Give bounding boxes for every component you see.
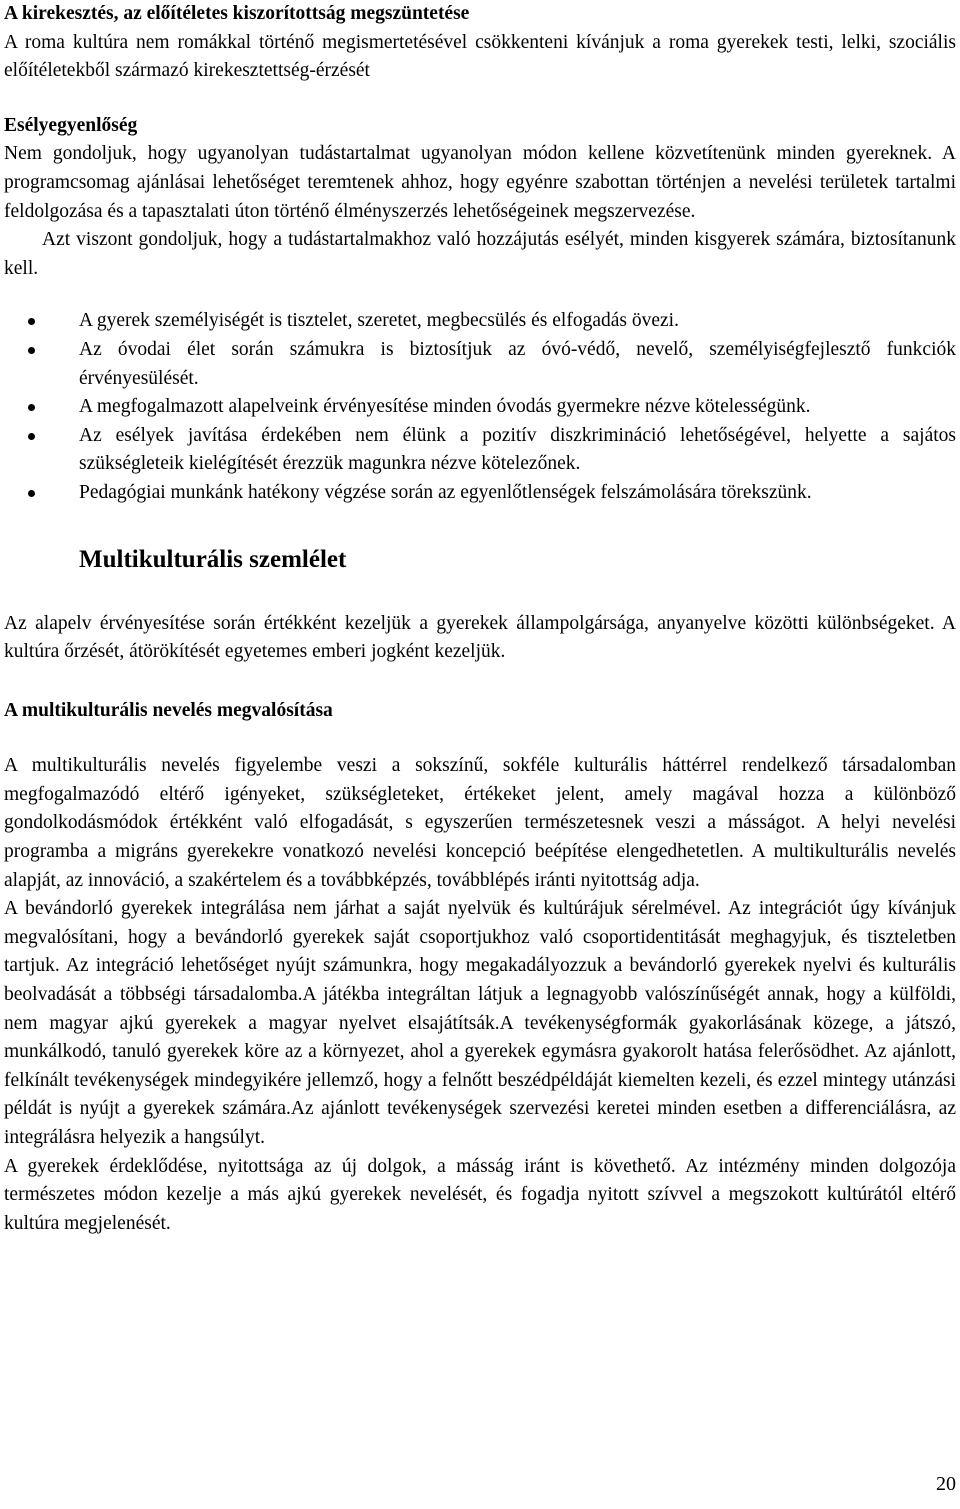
paragraph-equal-opportunity-2: Azt viszont gondoljuk, hogy a tudástartalmakhoz való hozzájutás esélyét, minden kisgyerek számára, biztosítanunk kell.: [4, 229, 956, 279]
bullet-icon: [28, 318, 35, 325]
paragraph-education-1: A multikulturális nevelés figyelembe veszi a sokszínű, sokféle kulturális háttérrel rendelkező társadalomban megfogalmazódó eltérő igényeket, szükségleteket, értékeket jelent, amely magával hozza a különböző gondolkodásmódok értékként való elfogadását, s egyszerűen természetesnek veszi a másságot. A helyi nevelési programba a migráns gyerekekre vonatkozó nevelési koncepció beépítése elengedhetetlen. A multikulturális nevelés alapját, az innováció, a szakértelem és a továbbképzés, továbblépés iránti nyitottság adja.: [4, 755, 956, 891]
list-item: Pedagógiai munkánk hatékony végzése során az egyenlőtlenségek felszámolására törekszünk.: [4, 479, 956, 508]
principles-list: [4, 307, 956, 507]
paragraph-equal-opportunity-1: Nem gondoljuk, hogy ugyanolyan tudástartalmat ugyanolyan módon kellene közvetítenünk minden gyereknek. A programcsomag ajánlásai lehetőséget teremtenek ahhoz, hogy egyénre szabottan történjen a nevelési területek tartalmi feldolgozása és a tapasztalati úton történő élményszerzés lehetőségeinek megszervezése.: [4, 143, 956, 222]
section-title-equal-opportunity: Esélyegyenlőség: [4, 114, 138, 136]
section-title-multicultural: Multikulturális szemlélet: [79, 545, 347, 573]
bullet-icon: [28, 433, 35, 440]
section-title-exclusion: A kirekesztés, az előítéletes kiszorítottság megszüntetése: [4, 3, 470, 24]
list-item: Az esélyek javítása érdekében nem élünk a pozitív diszkrimináció lehetőségével, helyette a sajátos szükségleteik kielégítését érezzük magunkra nézve kötelezőnek.: [4, 422, 956, 479]
list-item: A gyerek személyiségét is tisztelet, szeretet, megbecsülés és elfogadás övezi.: [4, 307, 956, 336]
paragraph-education-2: A bevándorló gyerekek integrálása nem járhat a saját nyelvük és kultúrájuk sérelmével. Az integrációt úgy kívánjuk megvalósítani, hogy a bevándorló gyerekek saját csoportjukhoz való csoportidentitását meghagyjuk, és tiszteletben tartjuk. Az integráció lehetőséget nyújt számunkra, hogy megakadályozzuk a bevándorló gyerekek nyelvi és kulturális beolvadását a többségi társadalomba.A játékba integráltan látjuk a legnagyobb valószínűségét annak, hogy a külföldi, nem magyar ajkú gyerekek a magyar nyelvet elsajátítsák.A tevékenységformák gyakorlásának közege, a játszó, munkálkodó, tanuló gyerekek köre az a környezet, ahol a gyerekek egymásra gyakorolt hatása felerősödhet. Az ajánlott, felkínált tevékenységek mindegyikére jellemző, hogy a felnőtt beszédpéldáját kiemelten kezeli, és ezzel mintegy utánzási példát is nyújt a gyerekek számára.Az ajánlott tevékenységek szervezési keretei minden esetben a differenciálásra, az integrálásra helyezik a hangsúlyt.: [4, 898, 956, 1148]
paragraph-multicultural: Az alapelv érvényesítése során értékként kezeljük a gyerekek állampolgársága, anyanyelve közötti különbségeket. A kultúra őrzését, átörökítését egyetemes emberi jogként kezeljük.: [4, 612, 956, 663]
section-title-multicultural-education: A multikulturális nevelés megvalósítása: [4, 699, 333, 721]
paragraph-exclusion: A roma kultúra nem romákkal történő megismertetésével csökkenteni kívánjuk a roma gyerekek testi, lelki, szociális előítéletekből származó kirekesztettség-érzését: [4, 31, 956, 82]
page-number: 20: [936, 1473, 956, 1495]
bullet-icon: [28, 347, 35, 354]
list-item: A megfogalmazott alapelveink érvényesítése minden óvodás gyermekre nézve kötelességünk.: [4, 393, 956, 422]
paragraph-education-3: A gyerekek érdeklődése, nyitottsága az új dolgok, a másság iránt is követhető. Az intézmény minden dolgozója természetes módon kezelje a más ajkú gyerekek nevelését, és fogadja nyitott szívvel a megszokott kultúrától eltérő kultúra megjelenését.: [4, 1155, 956, 1234]
document-page: [4, 0, 956, 1238]
bullet-icon: [28, 404, 35, 411]
bullet-icon: [28, 490, 35, 497]
list-item: Az óvodai élet során számukra is biztosítjuk az óvó-védő, nevelő, személyiségfejlesztő funkciók érvényesülését.: [4, 336, 956, 393]
